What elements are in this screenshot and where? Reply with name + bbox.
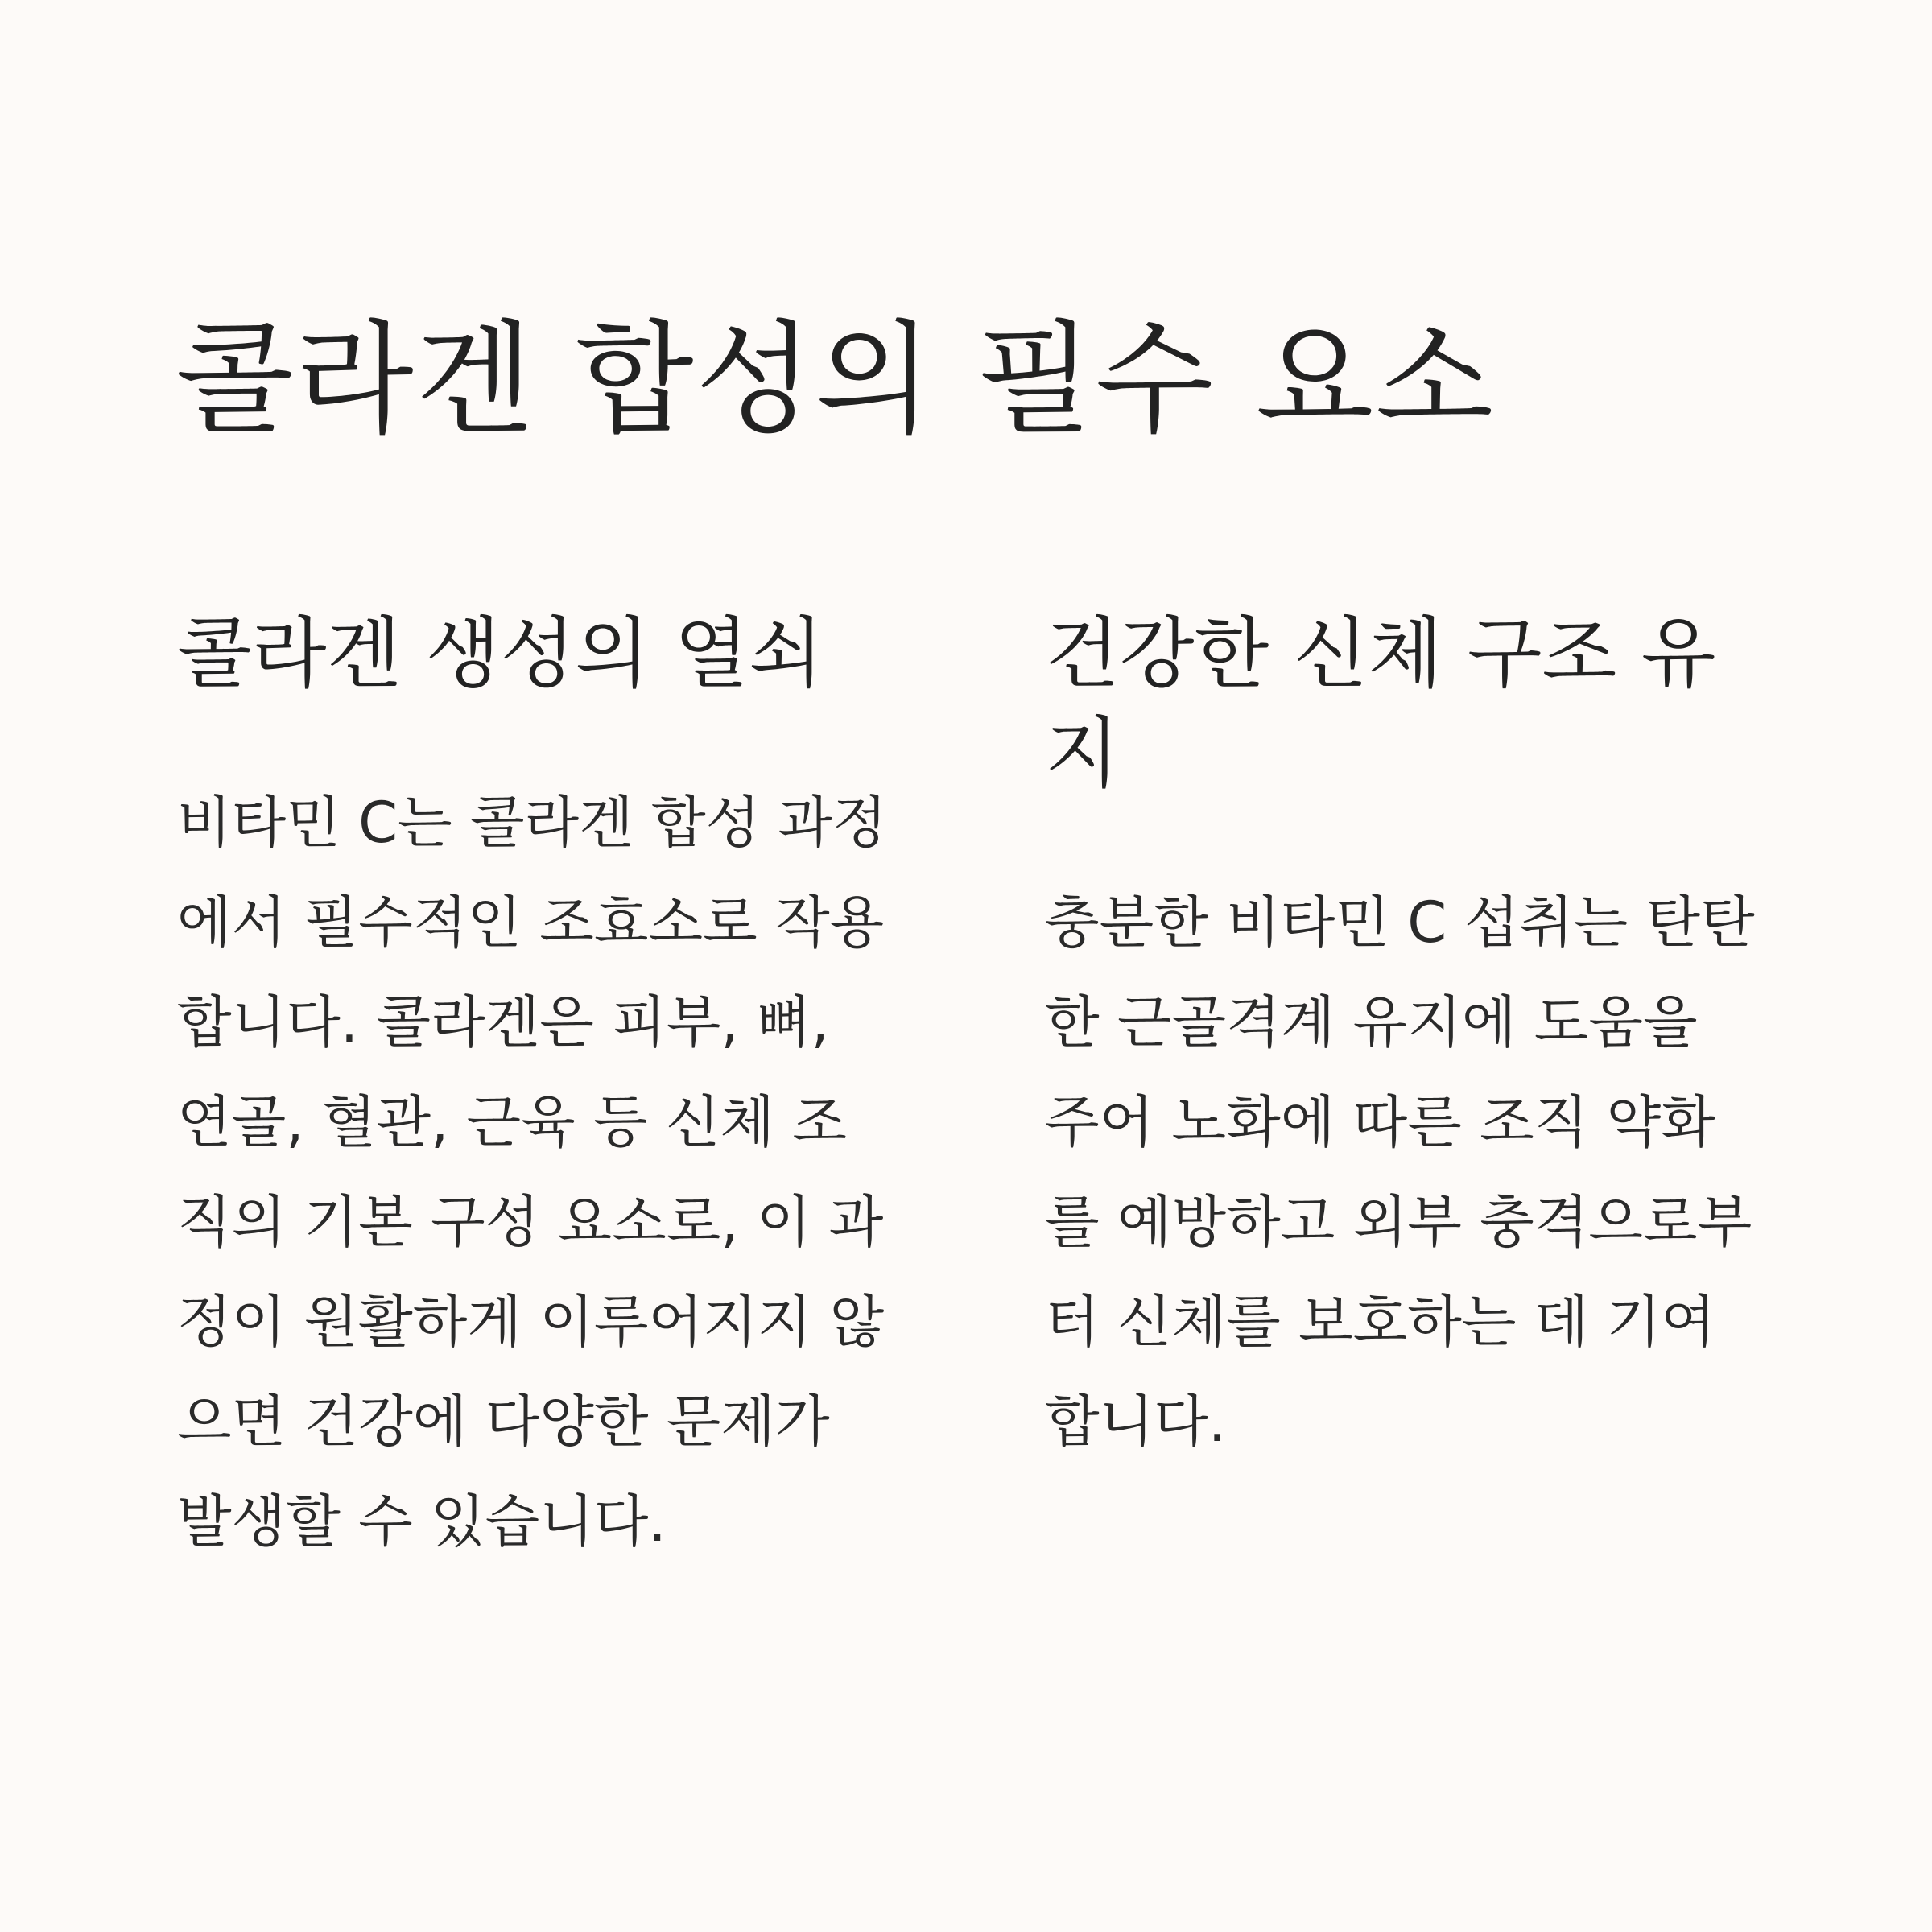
section-heading: 콜라겐 생성의 열쇠 bbox=[177, 609, 824, 699]
section-heading: 건강한 신체 구조 유지 bbox=[1045, 609, 1716, 799]
section-body: 충분한 비타민 C 섭취는 탄탄한 근골격계 유지에 도움을 주어 노화에 따른 조직 약화를 예방하고 외부 충격으로부터 신체를 보호하는 데 기여합니다. bbox=[1045, 890, 1755, 1455]
section-collagen-key bbox=[177, 604, 894, 1571]
page-title: 콜라겐 합성의 필수 요소 bbox=[175, 308, 1496, 451]
section-body: 비타민 C는 콜라겐 합성 과정에서 필수적인 조효소로 작용합니다. 콜라겐은 피부, 뼈, 연골, 혈관, 근육 등 신체 조직의 기본 구성 요소로, 이 과정이 원활하게 이루어지지 않으면 건강에 다양한 문제가 발생할 수 있습니다. bbox=[177, 790, 887, 1554]
section-body-structure bbox=[1045, 604, 1769, 1472]
